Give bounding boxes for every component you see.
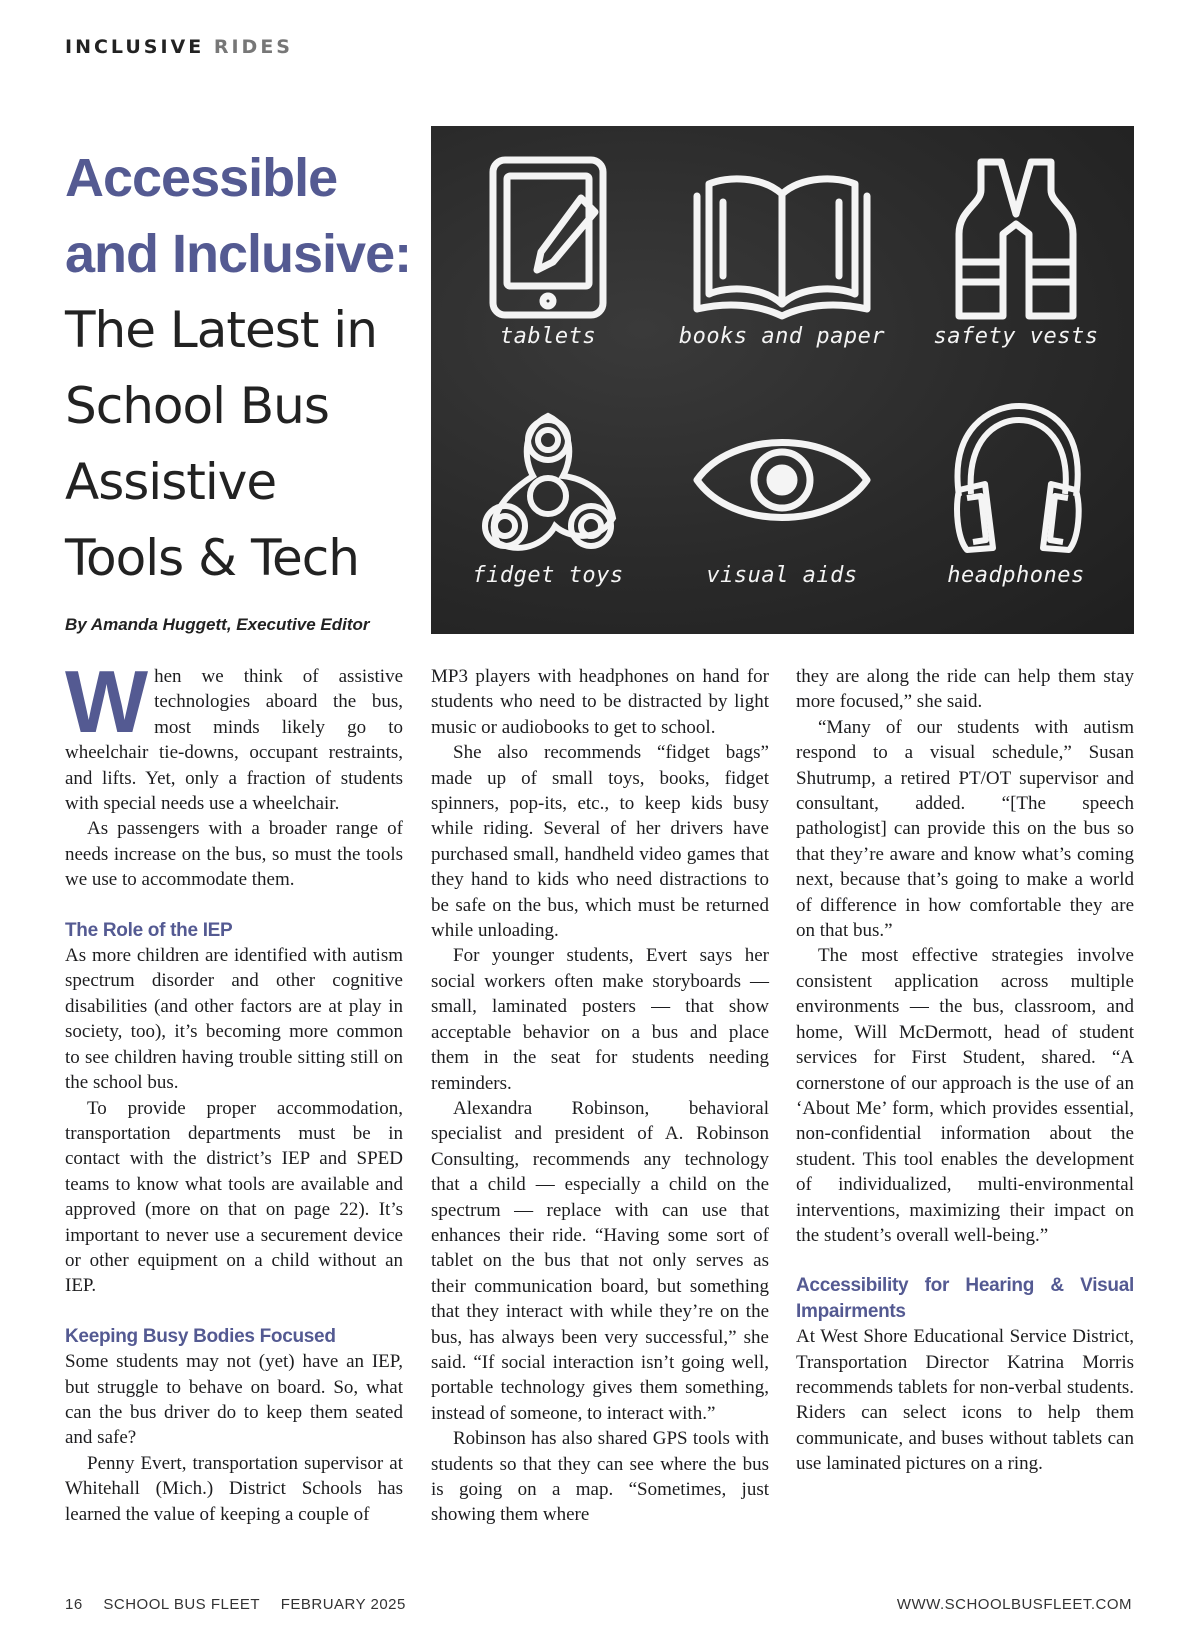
article-title — [65, 140, 415, 596]
tablet-icon — [463, 154, 633, 324]
section-tag-light: RIDES — [213, 36, 293, 58]
footer-left — [65, 1596, 422, 1613]
chalk-cell-fidget — [431, 398, 665, 588]
chalkboard-illustration — [431, 126, 1134, 634]
paragraph: At West Shore Educational Service District, Transportation Director Katrina Morris recommends tablets for non-verbal students. Riders can select icons to help them communicate, and buses without tablets can use laminated pictures on a ring. — [796, 1326, 1134, 1475]
footer-url: WWW.SCHOOLBUSFLEET.COM — [896, 1596, 1132, 1613]
chalk-label-fidget: fidget toys — [472, 563, 624, 588]
chalk-cell-vests — [899, 154, 1133, 349]
title-line-2: and Inclusive: — [65, 224, 412, 284]
chalk-label-headphones: headphones — [947, 563, 1085, 588]
issue-date: FEBRUARY 2025 — [280, 1596, 406, 1613]
article-column-1 — [65, 652, 403, 1527]
book-icon — [687, 154, 877, 324]
title-line-5: Assistive — [65, 453, 277, 511]
paragraph: As more children are identified with autism spectrum disorder and other cognitive disabilities (and other factors are at play in society, too), it’s becoming more common to see children having trouble sitting still on the school bus. — [65, 945, 403, 1094]
paragraph: For younger students, Evert says her social workers often make storyboards — small, laminated posters — that show acceptable behavior on a bus and place them in the seat for students needing reminders. — [431, 945, 769, 1094]
fidget-spinner-icon — [463, 398, 633, 563]
section-tag-dark: INCLUSIVE — [65, 36, 205, 58]
paragraph: MP3 players with headphones on hand for students who need to be distracted by light music or audiobooks to get to school. — [431, 666, 769, 738]
chalk-cell-visual — [665, 398, 899, 588]
chalk-label-books: books and paper — [678, 324, 886, 349]
chalk-label-visual: visual aids — [706, 563, 858, 588]
paragraph: Robinson has also shared GPS tools with students so that they can see where the bus is going on a map. “Sometimes, just showing them where — [431, 1428, 769, 1526]
title-line-3: The Latest in — [65, 301, 377, 359]
paragraph: they are along the ride can help them stay more focused,” she said. — [796, 666, 1134, 713]
drop-cap: W — [65, 652, 149, 751]
chalk-label-tablets: tablets — [499, 324, 597, 349]
safety-vest-icon — [931, 154, 1101, 324]
paragraph: To provide proper accommodation, transportation departments must be in contact with the district’s IEP and SPED teams to know what tools are available and approved (more on that on page 22). It’s important to never use a securement device or other equipment on a child without an IEP. — [65, 1097, 403, 1297]
paragraph: “Many of our students with autism respond to a visual schedule,” Susan Shutrump, a retired PT/OT supervisor and consultant, added. “[The speech pathologist] can provide this on the bus so that they’re aware and know what’s coming next, because that’s going to make a world of difference in how comfortable they are on that bus.” — [796, 716, 1134, 942]
article-column-2 — [431, 664, 769, 1528]
title-line-6: Tools & Tech — [65, 529, 359, 587]
paragraph: She also recommends “fidget bags” made up of small toys, books, fidget spinners, pop-its, etc., to keep kids busy while riding. Several of her drivers have purchased small, handheld video games that they hand to kids who need distractions to be safe on the bus, which must be returned while unloading. — [431, 742, 769, 942]
page-number: 16 — [65, 1596, 83, 1613]
paragraph: The most effective strategies involve consistent application across multiple environments — the bus, classroom, and home, Will McDermott, head of student services for First Student, shared. “A cornerstone of our approach is the use of an ‘About Me’ form, which provides essential, non-confidential information about the student. This tool enables the development of individualized, multi-environmental interventions, maximizing their impact on the student’s overall well-being.” — [796, 945, 1134, 1246]
chalk-cell-headphones — [899, 398, 1133, 588]
paragraph: Penny Evert, transportation supervisor at Whitehall (Mich.) District Schools has learned the value of keeping a couple of — [65, 1452, 403, 1525]
chalk-cell-books — [665, 154, 899, 349]
headphones-icon — [931, 398, 1101, 563]
section-tag — [65, 36, 293, 58]
paragraph: As passengers with a broader range of needs increase on the bus, so must the tools we use to accommodate them. — [65, 818, 403, 891]
eye-icon — [687, 398, 877, 563]
paragraph: Alexandra Robinson, behavioral specialist and president of A. Robinson Consulting, recommends any technology that a child — especially a child on the spectrum — replace with can use that enhances their ride. “Having some sort of tablet on the bus that not only serves as their communication board, but something that they interact with while they’re on the bus, has always been very successful,” she said. “If social interaction isn’t going well, portable technology gives them something, instead of someone, to interact with.” — [431, 1097, 769, 1424]
subheading-iep: The Role of the IEP — [65, 919, 233, 941]
paragraph: Some students may not (yet) have an IEP, but struggle to behave on board. So, what can the bus driver do to keep them seated and safe? — [65, 1351, 403, 1449]
subheading-accessibility: Accessibility for Hearing & Visual Impairments — [796, 1275, 1134, 1322]
article-column-3 — [796, 664, 1134, 1477]
magazine-name: SCHOOL BUS FLEET — [103, 1596, 261, 1613]
chalk-label-vests: safety vests — [933, 324, 1099, 349]
chalk-cell-tablets — [431, 154, 665, 349]
byline: By Amanda Huggett, Executive Editor — [65, 615, 370, 634]
title-line-4: School Bus — [65, 377, 329, 435]
title-line-1: Accessible — [65, 148, 338, 208]
paragraph: When we think of assistive technologies aboard the bus, most minds likely go to wheelchair tie-downs, occupant restraints, and lifts. Yet, only a fraction of students with special needs use a wheelchair. — [65, 652, 403, 815]
subheading-busy-bodies: Keeping Busy Bodies Focused — [65, 1325, 336, 1347]
